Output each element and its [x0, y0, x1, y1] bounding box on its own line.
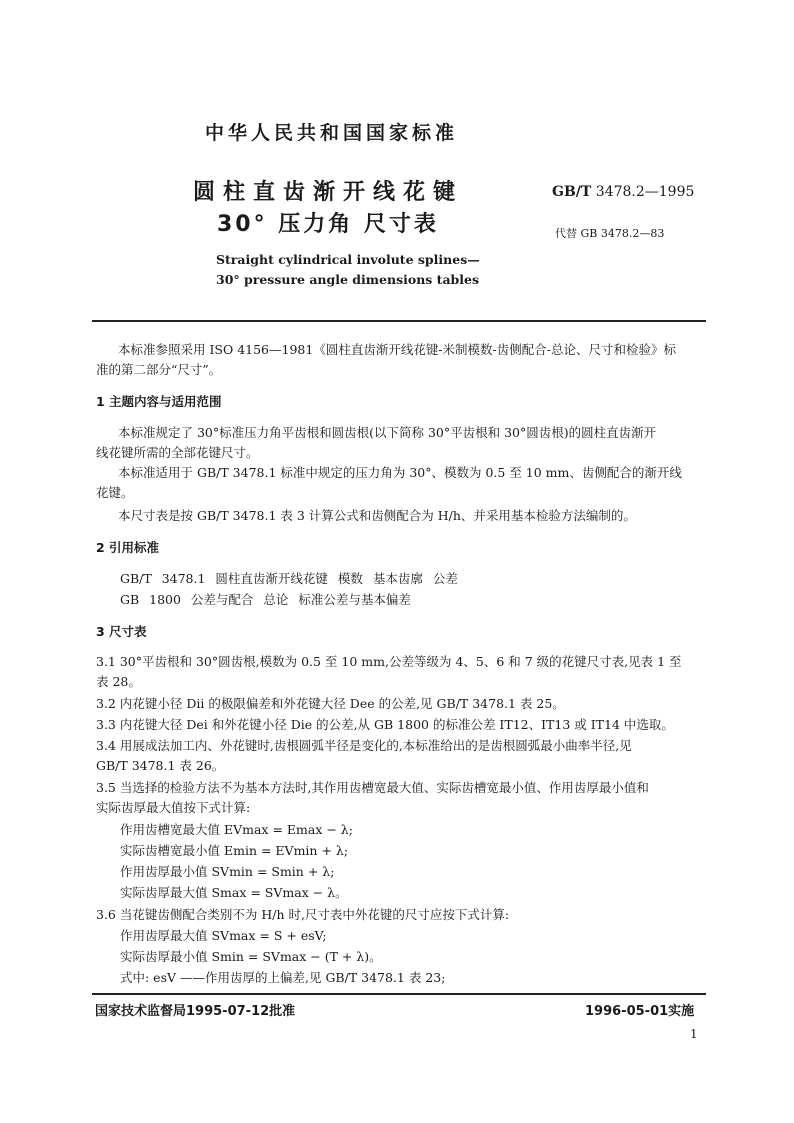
- document-subtitle-cn: 30° 压力角 尺寸表: [217, 212, 439, 237]
- formula-line: 作用齿厚最小值 SVmin = Smin + λ;: [120, 864, 335, 879]
- formula-line: 实际齿厚最小值 Smin = SVmax − (T + λ)。: [120, 949, 382, 964]
- clause-line: 3.2 内花键小径 Dii 的极限偏差和外花键大径 Dee 的公差,见 GB/T 3478.1 表 25。: [96, 696, 565, 711]
- standard-prefix: GB/T: [552, 184, 592, 200]
- clause-line: 3.3 内花键大径 Dei 和外花键小径 Die 的公差,从 GB 1800 的标准公差 IT12、IT13 或 IT14 中选取。: [96, 717, 674, 732]
- clause-line: 3.1 30°平齿根和 30°圆齿根,模数为 0.5 至 10 mm,公差等级为 4、5、6 和 7 级的花键尺寸表,见表 1 至: [96, 654, 682, 669]
- formula-line: 作用齿槽宽最大值 EVmax = Emax − λ;: [120, 822, 353, 837]
- paragraph-line: 线花键所需的全部花键尺寸。: [96, 445, 259, 460]
- clause-line: 表 28。: [96, 674, 141, 689]
- intro-line: 准的第二部分“尺寸”。: [96, 362, 222, 377]
- paragraph-line: 花键。: [96, 485, 134, 500]
- paragraph-line: 本尺寸表是按 GB/T 3478.1 表 3 计算公式和齿侧配合为 H/h、并采用基本检验方法编制的。: [118, 508, 636, 523]
- section-heading: 2 引用标准: [96, 540, 160, 555]
- approval-info: 国家技术监督局1995-07-12批准: [95, 1004, 296, 1019]
- reference-item: GB 1800 公差与配合 总论 标准公差与基本偏差: [120, 592, 411, 607]
- document-title-en: Straight cylindrical involute splines—: [216, 252, 480, 267]
- page-number: 1: [690, 1027, 698, 1041]
- reference-item: GB/T 3478.1 圆柱直齿渐开线花键 模数 基本齿廓 公差: [120, 571, 458, 586]
- clause-line: 3.5 当选择的检验方法不为基本方法时,其作用齿槽宽最大值、实际齿槽宽最小值、作用齿厚最小值和: [96, 780, 649, 795]
- clause-line: 3.4 用展成法加工内、外花键时,齿根圆弧半径是变化的,本标准给出的是齿根圆弧最小曲率半径,见: [96, 738, 632, 753]
- replaces-standard: 代替 GB 3478.2—83: [555, 227, 665, 240]
- clause-line: 3.6 当花键齿侧配合类别不为 H/h 时,尺寸表中外花键的尺寸应按下式计算:: [96, 907, 510, 922]
- paragraph-line: 本标准适用于 GB/T 3478.1 标准中规定的压力角为 30°、模数为 0.5 至 10 mm、齿侧配合的渐开线: [118, 465, 682, 480]
- intro-line: 本标准参照采用 ISO 4156—1981《圆柱直齿渐开线花键-米制模数-齿侧配合-总论、尺寸和检验》标: [118, 342, 676, 357]
- formula-line: 实际齿槽宽最小值 Emin = EVmin + λ;: [120, 843, 349, 858]
- clause-line: GB/T 3478.1 表 26。: [96, 758, 225, 773]
- clause-line: 实际齿厚最大值按下式计算:: [96, 800, 251, 815]
- section-heading: 3 尺寸表: [96, 624, 147, 639]
- formula-line: 实际齿厚最大值 Smax = SVmax − λ。: [120, 885, 348, 900]
- formula-line: 作用齿厚最大值 SVmax = S + esV;: [120, 928, 327, 943]
- standard-number-value: 3478.2—1995: [595, 184, 695, 200]
- footer-divider: [92, 993, 706, 995]
- header-divider: [92, 320, 706, 322]
- section-heading: 1 主题内容与适用范围: [96, 394, 222, 409]
- implementation-date: 1996-05-01实施: [585, 1004, 695, 1019]
- nation-standard-title: 中华人民共和国国家标准: [205, 122, 459, 144]
- document-subtitle-en: 30° pressure angle dimensions tables: [216, 272, 480, 287]
- standard-number: [552, 184, 694, 200]
- paragraph-line: 本标准规定了 30°标准压力角平齿根和圆齿根(以下简称 30°平齿根和 30°圆齿根)的圆柱直齿渐开: [118, 425, 657, 440]
- formula-line: 式中: esV ——作用齿厚的上偏差,见 GB/T 3478.1 表 23;: [120, 970, 446, 985]
- document-title-cn: 圆柱直齿渐开线花键: [193, 180, 464, 205]
